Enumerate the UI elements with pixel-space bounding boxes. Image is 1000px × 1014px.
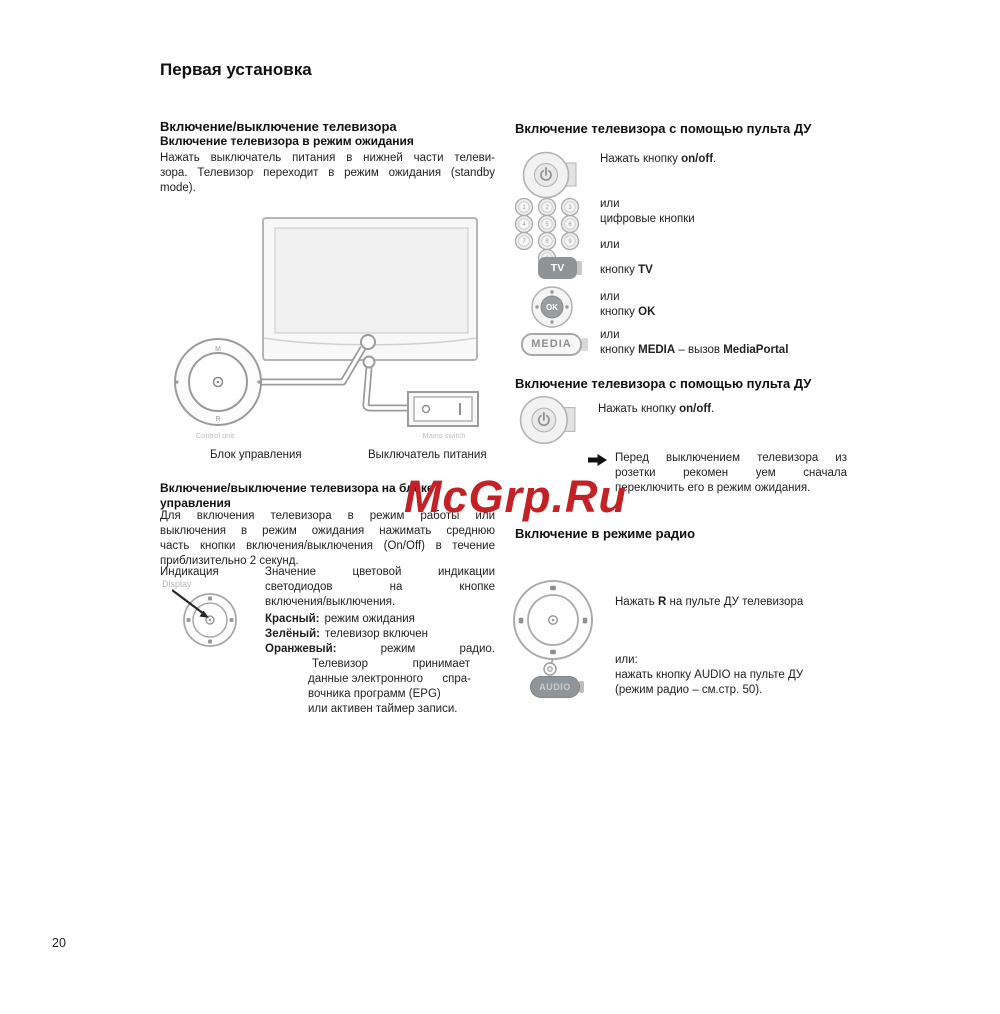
instruction-media xyxy=(600,343,788,358)
color-value: режим xyxy=(380,643,416,655)
color-value: радио. xyxy=(459,643,495,655)
control-unit-small-label: Control unit xyxy=(195,431,235,440)
text-span: кнопку xyxy=(600,264,639,276)
keypad-digit: 9 xyxy=(568,239,572,245)
text-span: Телевизор xyxy=(312,658,368,670)
mains-switch-icon xyxy=(408,392,478,440)
paragraph-standby xyxy=(160,151,495,196)
text-span: Нажать кнопку xyxy=(600,153,682,165)
section-heading-remote-1: Включение телевизора с помощью пульта ДУ xyxy=(515,121,812,136)
paragraph-line: Значение цветовой индикации xyxy=(265,566,495,578)
keypad-digit: 7 xyxy=(522,239,526,245)
watermark: McGrp.Ru xyxy=(404,471,628,522)
text-span: on/off xyxy=(679,403,712,415)
page-title: Первая установка xyxy=(160,60,312,79)
caption-control-unit: Блок управления xyxy=(210,449,302,461)
text-span: MediaPortal xyxy=(723,344,789,356)
orange-cont-line xyxy=(308,672,471,687)
button-tab xyxy=(581,338,588,351)
text-span: OK xyxy=(638,306,656,318)
tv-button-icon xyxy=(538,257,577,279)
paragraph-line: переключить его в режим ожидания. xyxy=(615,482,811,494)
instruction-onoff xyxy=(600,152,716,167)
text-span: MEDIA xyxy=(638,344,676,356)
indication-intro xyxy=(265,565,495,610)
color-value: телевизор включен xyxy=(324,628,428,640)
text-span: кнопку xyxy=(600,344,639,356)
power-button-icon xyxy=(521,150,579,200)
ok-button-icon xyxy=(530,286,575,330)
audio-button-label: AUDIO xyxy=(530,676,580,698)
text-span: – вызов xyxy=(675,344,724,356)
paragraph-line: зора. Телевизор переходит в режим ожидания (standby xyxy=(160,167,495,179)
radio-dial-icon xyxy=(509,578,599,680)
tv-button-label: TV xyxy=(538,257,577,279)
text-span: . xyxy=(713,153,717,165)
orange-cont-line: вочника программ (EPG) xyxy=(308,688,441,700)
indication-label: Индикация xyxy=(160,566,219,578)
caption-mains-switch: Выключатель питания xyxy=(368,449,487,461)
paragraph-line: выключения в режим ожидания нажимать среднюю xyxy=(160,525,495,537)
orange-cont-line: или активен таймер записи. xyxy=(308,703,458,715)
display-dial-icon xyxy=(172,585,252,655)
color-label: Зелёный: xyxy=(265,628,320,640)
keypad-digit: 6 xyxy=(568,222,572,228)
keypad-digit: 4 xyxy=(522,222,526,228)
paragraph-line: mode). xyxy=(160,182,196,194)
dial-pendant xyxy=(544,659,556,675)
text-span: . xyxy=(711,403,715,415)
or-text: или: xyxy=(615,654,638,666)
note-text xyxy=(615,451,847,496)
instruction-radio-r xyxy=(615,595,803,610)
text-span: кнопку xyxy=(600,306,639,318)
or-text: или xyxy=(600,291,620,303)
power-button-icon xyxy=(518,394,578,446)
keypad-digit: 3 xyxy=(568,205,572,211)
note-arrow-icon xyxy=(588,453,608,467)
dial-mark-top: M xyxy=(215,346,221,353)
text-span: на пульте ДУ телевизора xyxy=(666,596,804,608)
text-span: TV xyxy=(638,264,653,276)
paragraph-line: Перед выключением телевизора из xyxy=(615,452,847,464)
text-span: Нажать кнопку xyxy=(598,403,680,415)
instruction-audio-ref: (режим радио – см.стр. 50). xyxy=(615,684,763,696)
indication-orange xyxy=(265,642,495,657)
color-label: Оранжевый: xyxy=(265,643,337,655)
text-span: Нажать xyxy=(615,596,658,608)
instruction-ok xyxy=(600,305,655,320)
color-value: режим ожидания xyxy=(324,613,415,625)
section-heading-onoff: Включение/выключение телевизора xyxy=(160,119,397,134)
keypad-digit: 5 xyxy=(545,222,549,228)
orange-cont-line xyxy=(312,657,470,672)
section-heading-remote-2: Включение телевизора с помощью пульта ДУ xyxy=(515,376,812,391)
instruction-onoff xyxy=(598,402,714,417)
keypad-digit: 2 xyxy=(545,205,549,211)
section-heading-radio: Включение в режиме радио xyxy=(515,526,696,541)
or-text: или xyxy=(600,239,620,251)
paragraph-line: Нажать выключатель питания в нижней части телеви- xyxy=(160,152,495,164)
or-text: или xyxy=(600,329,620,341)
control-unit-icon xyxy=(175,339,261,440)
paragraph-line: светодиодов на кнопке xyxy=(265,581,495,593)
keypad-digit: 8 xyxy=(545,239,549,245)
display-label: Display xyxy=(162,579,192,589)
mains-switch-small-label: Mains switch xyxy=(422,431,466,440)
subheading-standby: Включение телевизора в режим ожидания xyxy=(160,134,414,148)
or-text: или xyxy=(600,198,620,210)
text-span: on/off xyxy=(681,153,714,165)
paragraph-line: розетки рекомен уем сначала xyxy=(615,467,847,479)
paragraph-line: включения/выключения. xyxy=(265,596,396,608)
media-button-label: MEDIA xyxy=(521,333,582,356)
media-button-icon xyxy=(521,333,582,356)
instruction-audio: нажать кнопку AUDIO на пульте ДУ xyxy=(615,669,804,681)
instruction-tv xyxy=(600,263,653,278)
text-span: R xyxy=(658,596,667,608)
paragraph-line: часть кнопки включения/выключения (On/Off) в течение xyxy=(160,540,495,552)
page-number: 20 xyxy=(52,936,66,950)
subheading-line: управления xyxy=(160,496,231,510)
keypad-digit: 1 xyxy=(522,205,526,211)
paragraph-line: Для включения телевизора в режим работы или xyxy=(160,510,495,522)
instruction-digits: цифровые кнопки xyxy=(600,213,695,225)
dial-mark-bottom: R xyxy=(215,416,221,423)
text-span: спра- xyxy=(442,673,471,685)
subheading-line: Включение/выключение телевизора на блоке xyxy=(160,481,434,495)
color-label: Красный: xyxy=(265,613,320,625)
indication-green xyxy=(265,627,428,642)
paragraph-line: приблизительно 2 секунд. xyxy=(160,555,299,567)
ok-button-label: OK xyxy=(546,303,558,312)
text-span: принимает xyxy=(412,658,470,670)
tv-connection-diagram xyxy=(160,212,490,444)
text-span: данные электронного xyxy=(308,673,424,685)
indication-red xyxy=(265,612,415,627)
audio-button-icon xyxy=(530,676,580,698)
